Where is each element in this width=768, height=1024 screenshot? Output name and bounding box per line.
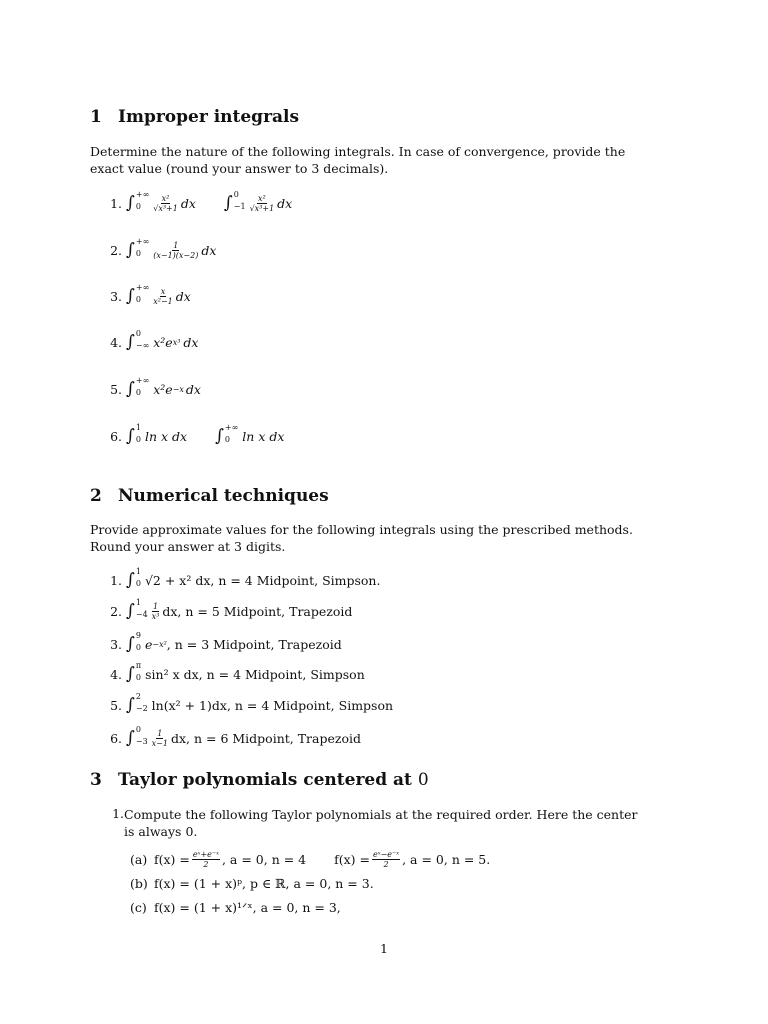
item-number: 3. [110, 636, 122, 652]
section-title: Taylor polynomials centered at [118, 770, 412, 790]
list-item: 3. ∫ +∞ 0 $\frac{x}{\text{x²−1}}$ dx [102, 284, 191, 308]
integral-sign: ∫ +∞ 0 [126, 189, 150, 213]
integral-sign: ∫ +∞ 0 [126, 282, 150, 306]
list-item: 6. ∫ 0 −3 $\frac{1}{x-1}$ dx, n = 6 Midpoint, Trapezoid [102, 726, 361, 750]
section-2-intro: Provide approximate values for the following integrals using the prescribed methods. Round your answer at 3 digits. [90, 522, 633, 554]
fraction: $\frac{\text{x²}}{\text{√x³+1}}$ [249, 193, 275, 213]
list-item: 5. ∫ 2 −2 ln(x² + 1)dx, n = 4 Midpoint, Simpson [102, 693, 393, 717]
section-2-heading [90, 486, 329, 506]
list-item: 1. ∫ 1 0 √2 + x² dx, n = 4 Midpoint, Simpson. [102, 568, 380, 592]
list-item: 2. ∫ +∞ 0 $\frac{1}{(x-1)(x-2)}$ dx [102, 238, 216, 262]
section-3-heading [90, 770, 429, 790]
list-item: 4. ∫ 0 −∞ x²e x³ dx [102, 330, 198, 354]
fraction: $\frac{1}{(x-1)(x-2)}$ [153, 240, 199, 260]
section-3-intro: Compute the following Taylor polynomials at the required order. Here the center is always 0. [124, 807, 638, 839]
list-item: 2. ∫ 1 −4 $\frac{1}{\text{x³}}$ dx, n = 5 Midpoint, Trapezoid [102, 599, 352, 623]
sub-item: (b) f(x) = (1 + x)ᵖ, p ∈ ℝ, a = 0, n = 3. [130, 875, 374, 891]
integral-sign: ∫ 1 −4 [126, 597, 148, 621]
integral-sign: ∫ 1 0 [126, 422, 141, 446]
integral-sign: ∫ 0 −1 [223, 189, 246, 213]
item-number: 5. [110, 697, 122, 713]
integral-sign: ∫ 9 0 [126, 630, 141, 654]
integral-sign: ∫ +∞ 0 [126, 375, 150, 399]
section-number: 1 [90, 107, 102, 127]
item-number: 2. [110, 242, 122, 258]
fraction: $\frac{x}{\text{x²−1}}$ [153, 286, 173, 306]
sub-item: (a) f(x) = $\frac{\text{eˣ+e⁻ˣ}}{2}$ , a = 0, n = 4 f(x) = $\frac{\text{eˣ−e⁻ˣ}}{2}$ , a = 0, n = 5. [130, 849, 491, 869]
item-number: 4. [110, 666, 122, 682]
item-number: 1. [112, 806, 124, 821]
section-number: 2 [90, 486, 102, 506]
item-number: 1. [110, 195, 122, 211]
fraction: $\frac{1}{x-1}$ [151, 728, 168, 748]
list-item: 4. ∫ π 0 sin² x dx, n = 4 Midpoint, Simpson [102, 662, 365, 686]
integral-sign: ∫ +∞ 0 [215, 422, 239, 446]
section-1-heading [90, 107, 299, 127]
integral-sign: ∫ 0 −∞ [126, 328, 150, 352]
integral-sign: ∫ +∞ 0 [126, 236, 150, 260]
fraction: $\frac{\text{x²}}{\text{√x³+1}}$ [153, 193, 178, 213]
page-number: 1 [380, 941, 388, 956]
integral-sign: ∫ π 0 [126, 660, 142, 684]
section-title-zero: 0 [417, 770, 429, 790]
integral-sign: ∫ 1 0 [126, 566, 141, 590]
section-title: Numerical techniques [118, 486, 329, 506]
item-number: 6. [110, 730, 122, 746]
item-number: 3. [110, 288, 122, 304]
fraction: $\frac{\text{eˣ−e⁻ˣ}}{2}$ [373, 849, 400, 869]
item-number: 4. [110, 334, 122, 350]
section-number: 3 [90, 770, 102, 790]
section-title: Improper integrals [118, 107, 300, 127]
list-item: 1. ∫ +∞ 0 $\frac{\text{x²}}{\text{√x³+1}}$ dx ∫ 0 −1 $\frac{\text{x²}}{\text{√x³+1}}$ dx [102, 191, 292, 215]
item-number: 5. [110, 381, 122, 397]
item-number: 1. [110, 572, 122, 588]
section-1-intro: Determine the nature of the following integrals. In case of convergence, provide the exact value (round your answer to 3 decimals). [90, 144, 626, 176]
fraction: $\frac{1}{\text{x³}}$ [151, 601, 160, 621]
fraction: $\frac{\text{eˣ+e⁻ˣ}}{2}$ [192, 849, 219, 869]
list-item: 6. ∫ 1 0 ln x dx ∫ +∞ 0 ln x dx [102, 424, 284, 448]
list-item: 5. ∫ +∞ 0 x²e −x dx [102, 377, 201, 401]
item-number: 2. [110, 603, 122, 619]
integral-sign: ∫ 0 −3 [126, 724, 148, 748]
integral-sign: ∫ 2 −2 [126, 691, 148, 715]
item-number: 6. [110, 428, 122, 444]
sub-item: (c) f(x) = (1 + x)¹ᐟˣ, a = 0, n = 3, [130, 899, 341, 915]
list-item: 3. ∫ 9 0 e −x² , n = 3 Midpoint, Trapezoid [102, 632, 342, 656]
